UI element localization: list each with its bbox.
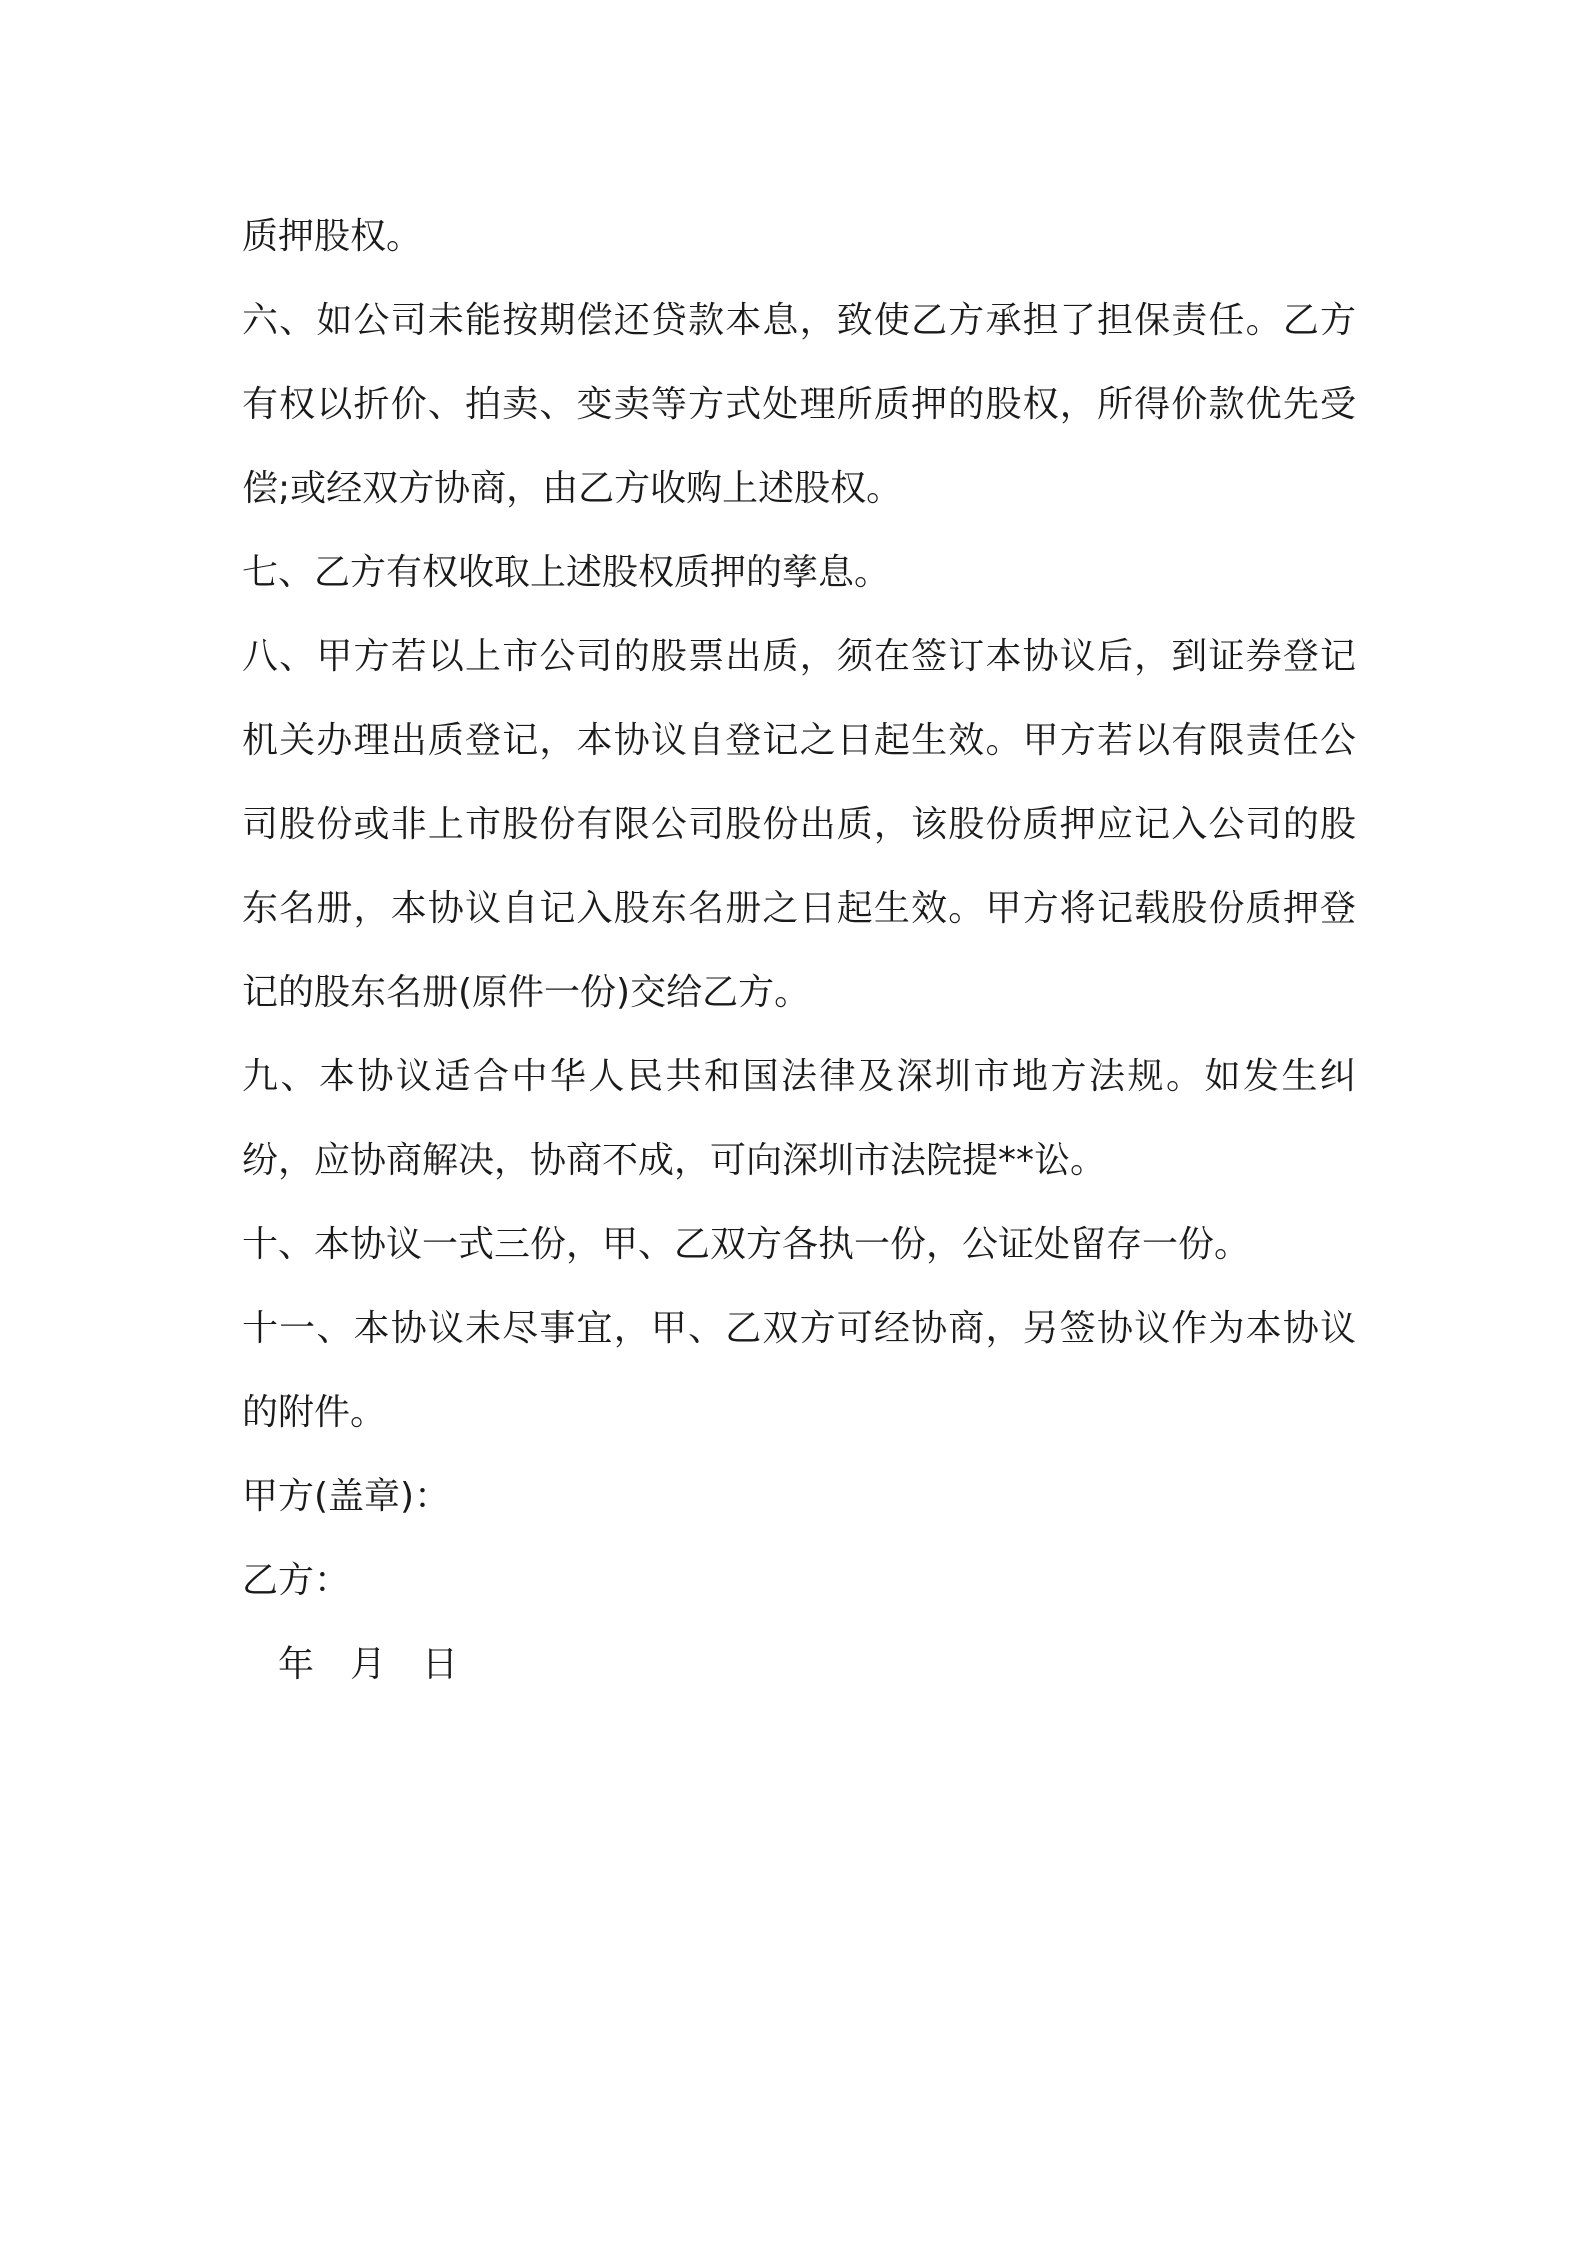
paragraph-pledge-equity-end: 质押股权。 xyxy=(242,216,423,257)
clause-9: 九、本协议适合中华人民共和国法律及深圳市地方法规。如发生纠纷，应协商解决，协商不成，可向深圳市法院提**讼。 xyxy=(242,1056,1356,1181)
clause-6: 六、如公司未能按期偿还贷款本息，致使乙方承担了担保责任。乙方有权以折价、拍卖、变卖等方式处理所质押的股权，所得价款优先受偿;或经双方协商，由乙方收购上述股权。 xyxy=(242,300,1356,509)
signature-date: 年 月 日 xyxy=(278,1644,459,1685)
party-b-signature: 乙方： xyxy=(242,1560,351,1601)
clause-7: 七、乙方有权收取上述股权质押的孳息。 xyxy=(242,552,891,593)
clause-11: 十一、本协议未尽事宜，甲、乙双方可经协商，另签协议作为本协议的附件。 xyxy=(242,1308,1356,1433)
document-body xyxy=(242,195,1356,1707)
clause-8: 八、甲方若以上市公司的股票出质，须在签订本协议后，到证券登记机关办理出质登记，本协议自登记之日起生效。甲方若以有限责任公司股份或非上市股份有限公司股份出质，该股份质押应记入公司的股东名册，本协议自记入股东名册之日起生效。甲方将记载股份质押登记的股东名册(原件一份)交给乙方。 xyxy=(242,636,1356,1013)
party-a-signature: 甲方(盖章)： xyxy=(242,1476,451,1517)
clause-10: 十、本协议一式三份，甲、乙双方各执一份，公证处留存一份。 xyxy=(242,1224,1251,1265)
